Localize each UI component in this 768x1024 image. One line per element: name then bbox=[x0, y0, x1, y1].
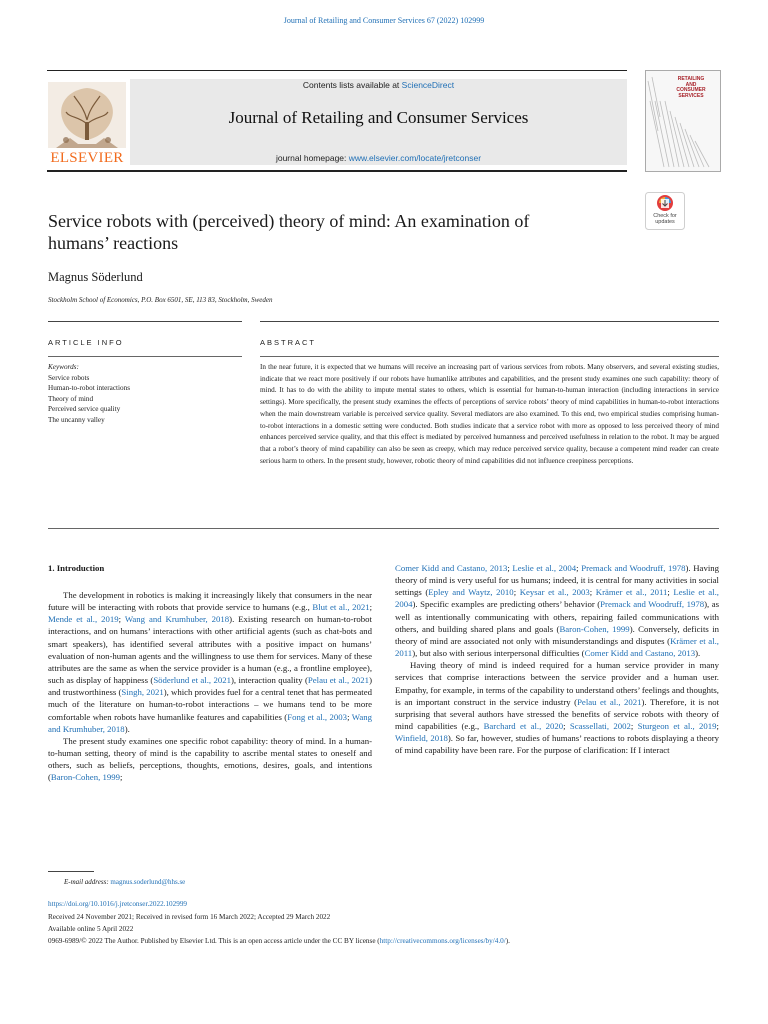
cover-title-line: SERVICES bbox=[678, 92, 704, 99]
abstract-rule bbox=[260, 356, 719, 357]
license-prefix: 0969-6989/© 2022 The Author. Published by Elsevier Ltd. This is an open access article under the CC BY license ( bbox=[48, 937, 380, 945]
body-text: ). So far, however, studies of humans’ reactions to robots displaying a theory of mind capability have been rare. For the purpose of clarification: If I interact bbox=[395, 733, 720, 756]
cover-title-line: AND bbox=[685, 81, 697, 88]
body-text: ). bbox=[124, 723, 130, 734]
citation-link[interactable]: Premack and Woodruff, 1978 bbox=[600, 599, 705, 610]
body-text: ), interaction quality ( bbox=[230, 675, 308, 686]
citation-link[interactable]: Söderlund et al., 2021 bbox=[153, 675, 231, 686]
keyword-item: Perceived service quality bbox=[48, 405, 121, 414]
citation-link[interactable]: Keysar et al., 2003 bbox=[519, 587, 590, 598]
body-text: ; bbox=[667, 587, 674, 598]
header-bottom-rule bbox=[47, 170, 627, 172]
abstract-heading: ABSTRACT bbox=[260, 338, 317, 347]
journal-homepage-link[interactable]: www.elsevier.com/locate/jretconser bbox=[348, 153, 482, 163]
body-text: ; bbox=[716, 721, 719, 732]
introduction-heading: 1. Introduction bbox=[48, 563, 105, 573]
citation-link[interactable]: Singh, 2021 bbox=[121, 687, 164, 698]
body-text: ) and trustworthiness ( bbox=[48, 675, 372, 698]
abstract-text: In the near future, it is expected that we humans will receive an increasing part of various services from robots. Many observers, and several existing studies, indicate that we react more positively if our robots have humanlike attributes and capabilities, and the present study examines one such capability: theory of mind. It has to do with the ability to impute mental states to others, which is essential for human-to-human interaction (including interactions in service settings). More specifically, the present study examines the effects of perceptions of service robots’ theory of mind capabilities in human-to-robot interactions when the main downstream variable is perceived service quality. Several mediators are also examined. To this end, two empirical studies comprising human-to-robot interactions in a domestic setting were conducted. Both studies indicate that a service robot with more as opposed to less perceived theory of mind enhances perceived service quality, and that this effect is mediated by perceived humanness and perceived usefulness in relation to the robot. It may be argued that a robot’s theory of mind capability can also be seen as creepy, which may reduce perceived service quality, because a competent mind reader can create serious harm to others. In the present study, however, robotic theory of mind capabilities did not influence creepiness perceptions. bbox=[260, 363, 719, 465]
body-text: ), but also with serious interpersonal difficulties ( bbox=[412, 648, 585, 659]
available-online-date: Available online 5 April 2022 bbox=[48, 925, 134, 933]
body-text: ; bbox=[507, 563, 513, 573]
body-text: ). Conversely, deficits in theory of mind are associated not only with misunderstandings and disputes ( bbox=[395, 623, 719, 646]
body-text: ; bbox=[576, 563, 582, 573]
doi-link[interactable]: https://doi.org/10.1016/j.jretconser.2022.102999 bbox=[48, 900, 188, 908]
article-title-line: Service robots with (perceived) theory of mind: An examination of bbox=[48, 211, 530, 231]
check-label-line: updates bbox=[655, 219, 675, 225]
body-text: ). Existing research on human-to-robot interactions, and on humans’ interactions with other artificial agents (such as chat-bots and smart speakers), has identified several attributes with a positive impact on humans’ evaluation of non-human agents and the willingness to use them for services. Many of these attributes are the same as when the service provider is a human (e.g., a frontline employee), such as display of happiness ( bbox=[48, 614, 372, 686]
abstract-top-rule bbox=[260, 321, 719, 322]
citation-link[interactable]: Wang and Krumhuber, 2018 bbox=[124, 614, 230, 625]
citation-link[interactable]: Premack and Woodruff, 1978 bbox=[581, 563, 686, 573]
email-label: E-mail address: bbox=[64, 878, 109, 886]
article-info-top-rule bbox=[48, 321, 242, 322]
body-text: ). Therefore, it is not surprising that several authors have stressed the benefits of service robots with theory of mind capabilities (e.g., bbox=[395, 696, 720, 732]
body-text: ). Specific examples are predicting others’ behavior ( bbox=[412, 599, 601, 610]
citation-link[interactable]: Fong et al., 2003 bbox=[287, 711, 348, 722]
citation-link[interactable]: Baron-Cohen, 1999 bbox=[559, 623, 630, 634]
citation-link[interactable]: Blut et al., 2021 bbox=[312, 602, 370, 613]
citation-link[interactable]: Scassellati, 2002 bbox=[569, 721, 631, 732]
citation-link[interactable]: Leslie et al., 2004 bbox=[512, 563, 577, 573]
body-text: ; bbox=[369, 602, 373, 613]
citation-link[interactable]: Sturgeon et al., 2019 bbox=[637, 721, 717, 732]
body-text: ), which provides fuel for a central tenet that has permeated much of the literature on human-to-robot interactions – we humans tend to be more comfortable when robots have humanlike features and capabilities ( bbox=[48, 687, 372, 722]
cover-title bbox=[666, 77, 716, 99]
email-link[interactable]: magnus.soderlund@hhs.se bbox=[110, 878, 186, 886]
journal-reference[interactable]: Journal of Retailing and Consumer Services 67 (2022) 102999 bbox=[283, 16, 485, 25]
keyword-item: The uncanny valley bbox=[48, 415, 105, 424]
elsevier-wordmark: ELSEVIER bbox=[50, 150, 124, 166]
body-text: ). Having theory of mind is very useful for us humans; indeed, it is central for many activities in social settings ( bbox=[395, 563, 719, 598]
keywords-label: Keywords: bbox=[48, 363, 79, 371]
license-link[interactable]: http://creativecommons.org/licenses/by/4.0/ bbox=[379, 937, 506, 945]
body-column-right bbox=[395, 562, 719, 757]
citation-link[interactable]: Comer Kidd and Castano, 2013 bbox=[584, 648, 696, 659]
sciencedirect-link[interactable]: ScienceDirect bbox=[401, 80, 455, 90]
journal-homepage-line bbox=[130, 153, 627, 163]
citation-link[interactable]: Krämer et al., 2011 bbox=[595, 587, 668, 598]
article-title bbox=[48, 210, 608, 254]
check-for-updates-label bbox=[645, 213, 685, 225]
keyword-item: Service robots bbox=[48, 373, 90, 382]
citation-link[interactable]: Winfield, 2018 bbox=[395, 733, 448, 744]
body-paragraph bbox=[48, 735, 372, 784]
journal-title: Journal of Retailing and Consumer Services bbox=[228, 108, 529, 127]
body-text: ), as well as intentionally communicating with others, repairing failed communications with others, and building shared plans and goals ( bbox=[395, 599, 720, 634]
body-paragraph bbox=[48, 589, 372, 735]
body-text: ; bbox=[630, 721, 638, 732]
citation-link[interactable]: Mende et al., 2019 bbox=[48, 614, 119, 625]
body-text: The present study examines one specific robot capability: theory of mind. In a human-to-human setting, theory of mind is the capability to ascribe mental states to oneself and others, such as beliefs, perceptions, thoughts, emotions, desires, goals, and intentions ( bbox=[48, 735, 372, 783]
citation-link[interactable]: Leslie et al., 2004 bbox=[395, 587, 719, 610]
keywords-list bbox=[48, 362, 242, 426]
license-suffix: ). bbox=[505, 937, 510, 945]
citation-link[interactable]: Wang and Krumhuber, 2018 bbox=[48, 711, 372, 734]
contents-available-line bbox=[130, 80, 627, 90]
citation-link[interactable]: Krämer et al., 2011 bbox=[395, 635, 719, 659]
body-text: The development in robotics is making it increasingly likely that consumers in the near future will be interacting with robots that provide service to humans (e.g., bbox=[48, 590, 372, 613]
body-paragraph bbox=[395, 562, 719, 659]
body-paragraph bbox=[395, 659, 719, 756]
article-info-heading: ARTICLE INFO bbox=[48, 338, 124, 347]
citation-link[interactable]: Baron-Cohen, 1999 bbox=[50, 772, 120, 783]
keyword-item: Theory of mind bbox=[48, 394, 94, 403]
email-footnote bbox=[64, 878, 185, 886]
citation-link[interactable]: Barchard et al., 2020 bbox=[483, 721, 564, 732]
author-affiliation: Stockholm School of Economics, P.O. Box 6501, SE, 113 83, Stockholm, Sweden bbox=[48, 296, 273, 304]
citation-link[interactable]: Pelau et al., 2021 bbox=[577, 696, 642, 707]
contents-prefix: Contents lists available at bbox=[302, 80, 402, 90]
abstract-bottom-rule bbox=[48, 528, 719, 529]
body-text: ; bbox=[119, 772, 123, 783]
body-column-left bbox=[48, 589, 372, 784]
journal-cover-thumbnail[interactable] bbox=[645, 70, 721, 172]
body-text: ; bbox=[589, 587, 596, 598]
keyword-item: Human-to-robot interactions bbox=[48, 384, 131, 393]
header-top-rule bbox=[47, 70, 627, 71]
license-statement bbox=[48, 937, 728, 945]
homepage-prefix: journal homepage: bbox=[275, 153, 349, 163]
article-info-rule bbox=[48, 356, 242, 357]
citation-link[interactable]: Epley and Waytz, 2010 bbox=[428, 587, 514, 598]
body-text: ; bbox=[513, 587, 520, 598]
article-title-line: humans’ reactions bbox=[48, 233, 179, 253]
body-text: ; bbox=[347, 711, 352, 722]
check-label-line: Check for bbox=[653, 213, 677, 219]
footnote-rule bbox=[48, 871, 94, 872]
citation-link[interactable]: Pelau et al., 2021 bbox=[307, 675, 370, 686]
author-name[interactable]: Magnus Söderlund bbox=[48, 270, 143, 284]
citation-link[interactable]: Comer Kidd and Castano, 2013 bbox=[395, 563, 508, 573]
body-text: Having theory of mind is indeed required for a human service provider in many services that comprise interactions between the service provider and a human user. Empathy, for example, in terms of the capability to understand others’ feelings and thoughts, is an important construct in the service industry ( bbox=[395, 660, 719, 707]
cover-title-line: CONSUMER bbox=[676, 87, 706, 93]
body-text: ). bbox=[695, 648, 701, 659]
body-text: ; bbox=[118, 614, 125, 625]
received-dates: Received 24 November 2021; Received in revised form 16 March 2022; Accepted 29 March 2022 bbox=[48, 913, 331, 921]
cover-title-line: RETAILING bbox=[677, 76, 705, 82]
body-text: ; bbox=[563, 721, 570, 732]
